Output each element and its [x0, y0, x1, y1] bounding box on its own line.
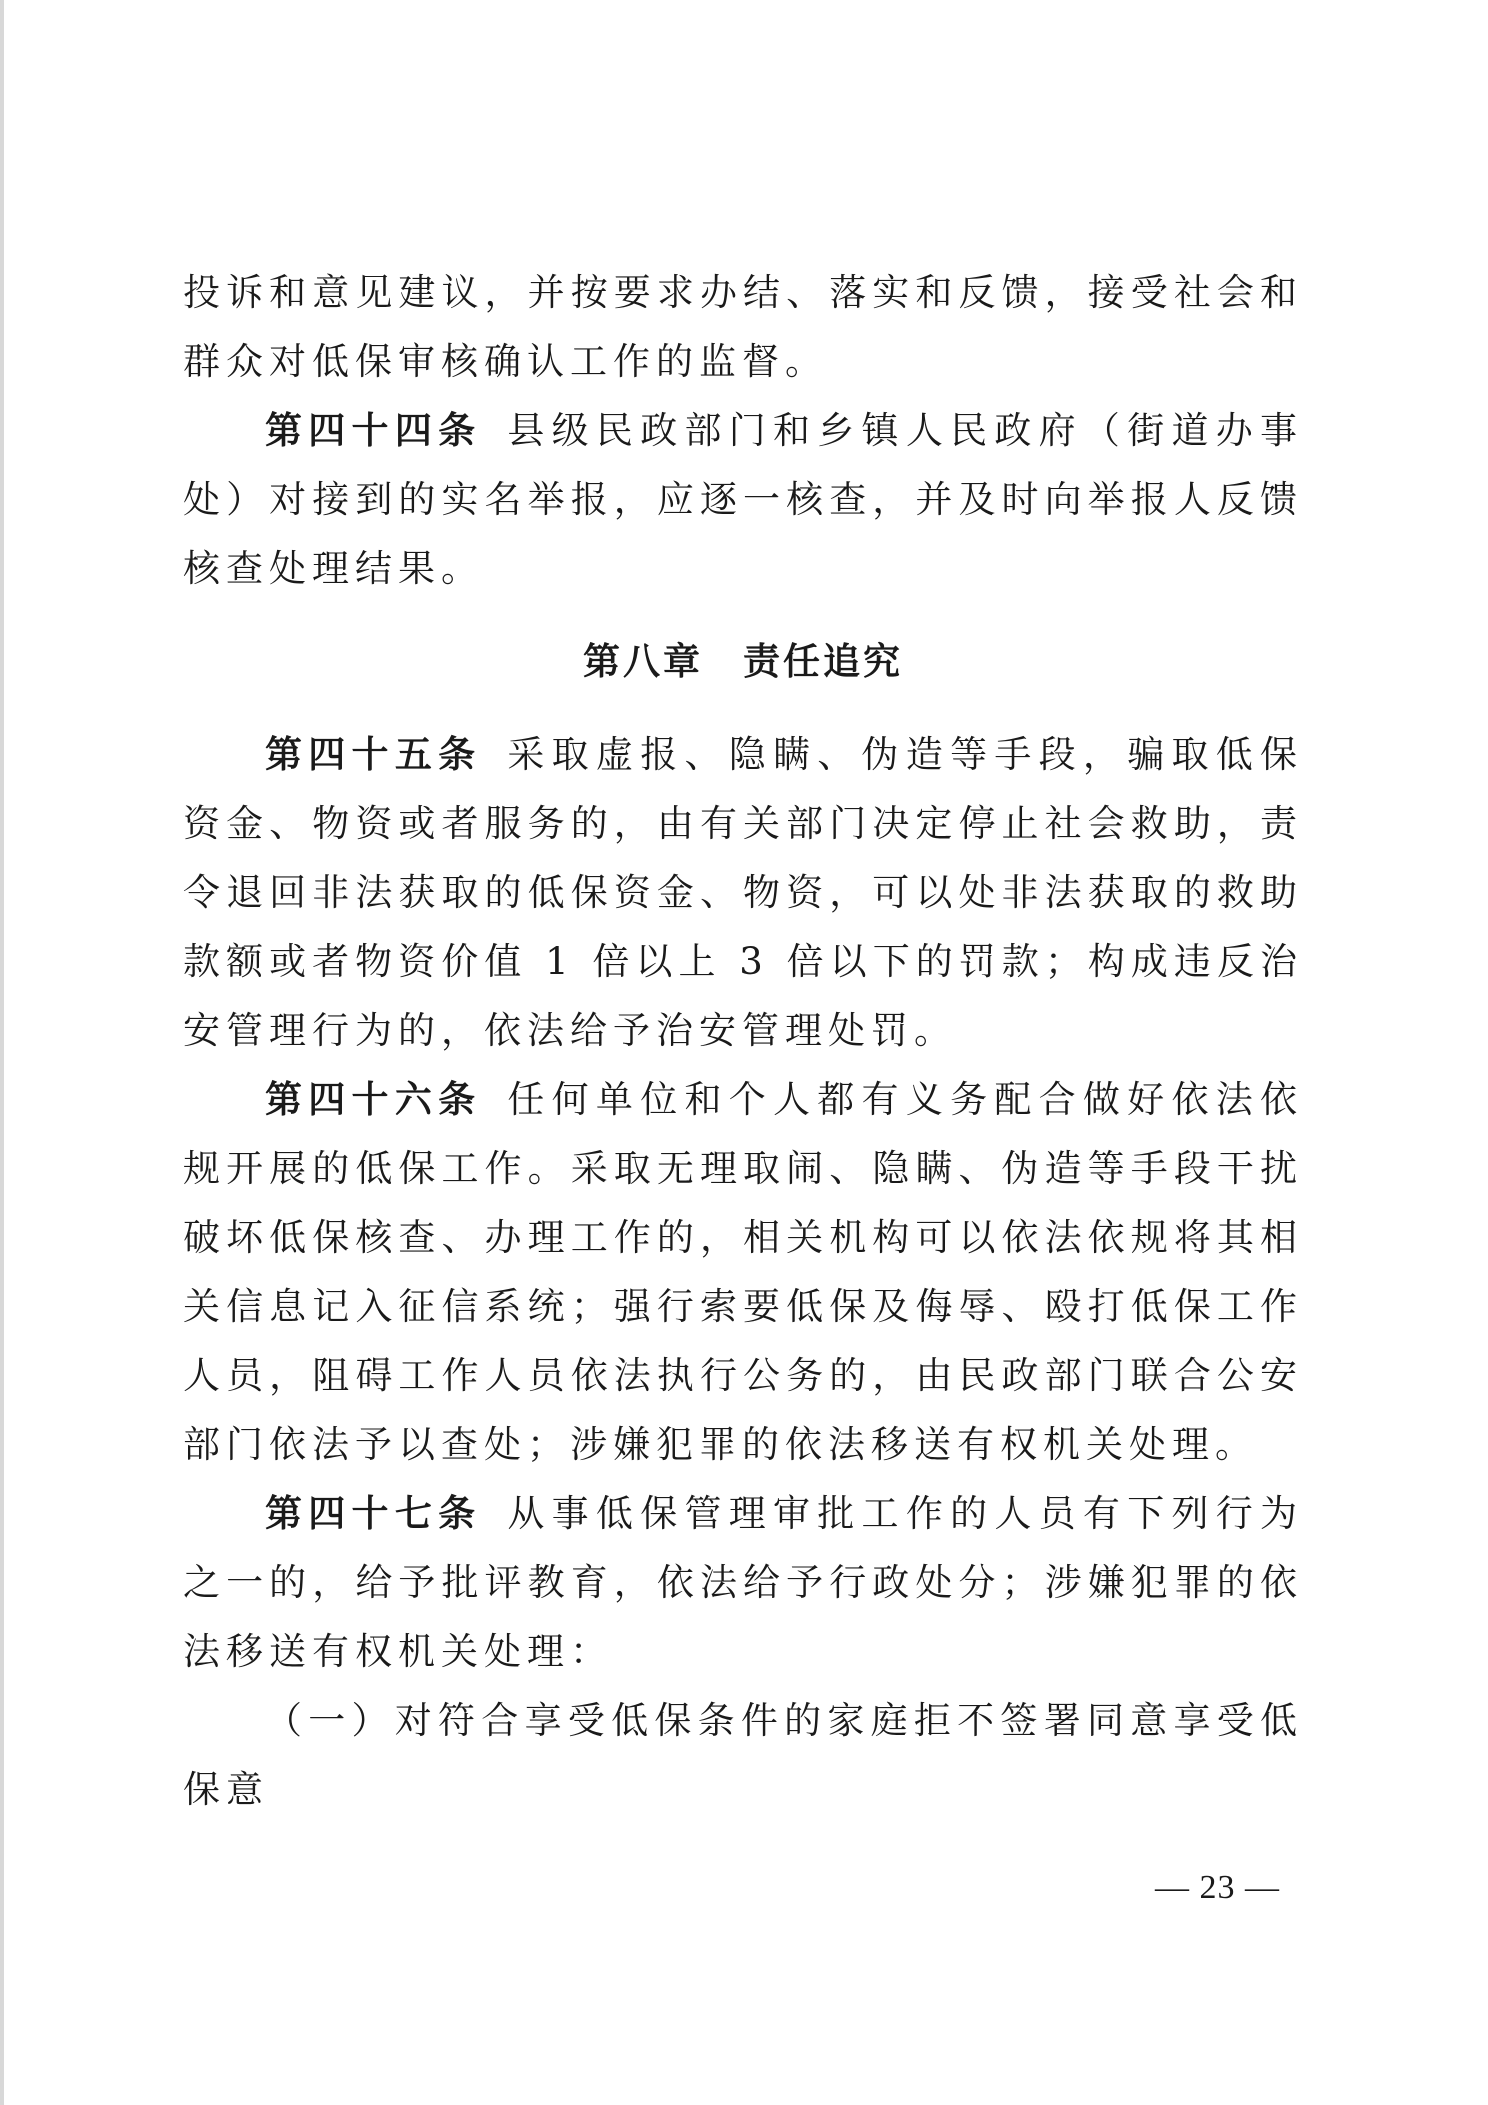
article-text: 县级民政部门和乡镇人民政府（街道办事处）对接到的实名举报，应逐一核查，并及时向举报人反馈核查处理结果。 — [183, 409, 1304, 590]
scan-edge — [0, 0, 4, 2105]
page-number: — 23 — — [1155, 1869, 1280, 1906]
article-46 — [183, 1065, 1303, 1479]
chapter-title: 责任追究 — [743, 640, 903, 683]
article-47 — [183, 1479, 1303, 1686]
article-45 — [183, 720, 1303, 1065]
article-text: 从事低保管理审批工作的人员有下列行为之一的，给予批评教育，依法给予行政处分；涉嫌犯罪的依法移送有权机关处理： — [183, 1492, 1304, 1673]
page-content — [183, 258, 1303, 1824]
article-text: 采取虚报、隐瞒、伪造等手段，骗取低保资金、物资或者服务的，由有关部门决定停止社会救助，责令退回非法获取的低保资金、物资，可以处非法获取的救助款额或者物资价值 1 倍以上 3 倍以下的罚款；构成违反治安管理行为的，依法给予治安管理处罚。 — [183, 733, 1304, 1052]
list-item-1: （一）对符合享受低保条件的家庭拒不签署同意享受低保意 — [183, 1699, 1303, 1811]
article-number: 第四十七条 — [265, 1491, 482, 1535]
chapter-number: 第八章 — [583, 640, 703, 683]
article-number: 第四十五条 — [265, 732, 482, 776]
continued-paragraph: 投诉和意见建议，并按要求办结、落实和反馈，接受社会和群众对低保审核确认工作的监督。 — [183, 271, 1303, 383]
article-number: 第四十六条 — [265, 1077, 482, 1121]
chapter-heading — [183, 627, 1303, 696]
article-text: 任何单位和个人都有义务配合做好依法依规开展的低保工作。采取无理取闹、隐瞒、伪造等手段干扰破坏低保核查、办理工作的，相关机构可以依法依规将其相关信息记入征信系统；强行索要低保及侮辱、殴打低保工作人员，阻碍工作人员依法执行公务的，由民政部门联合公安部门依法予以查处；涉嫌犯罪的依法移送有权机关处理。 — [183, 1078, 1304, 1466]
article-44 — [183, 396, 1303, 603]
article-number: 第四十四条 — [265, 408, 482, 452]
